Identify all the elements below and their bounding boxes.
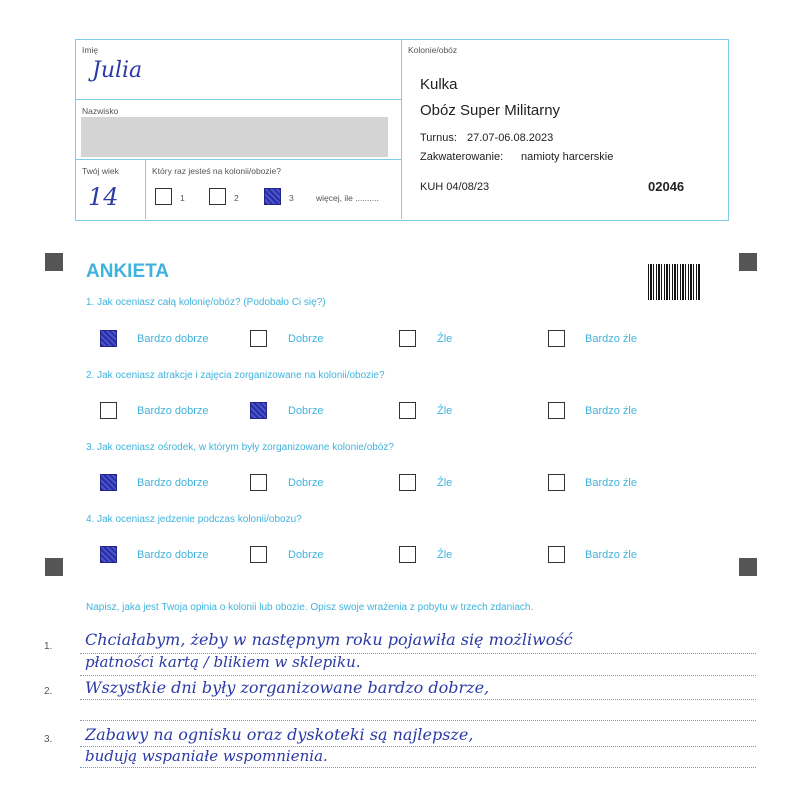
- question-4-text: 4. Jak oceniasz jedzenie podczas kolonii/obozu?: [86, 514, 302, 525]
- q4-checkbox-bardzo-zle[interactable]: [548, 546, 565, 563]
- survey-title: ANKIETA: [86, 261, 170, 282]
- answer-line-4[interactable]: [80, 720, 756, 721]
- q3-checkbox-bardzo-dobrze[interactable]: [100, 474, 117, 491]
- visit-option-1: 1: [180, 193, 185, 203]
- question-2-text: 2. Jak oceniasz atrakcje i zajęcia zorganizowane na kolonii/obozie?: [86, 370, 385, 381]
- visit-option-3: 3: [289, 193, 294, 203]
- turnus-label: Turnus:: [420, 132, 457, 144]
- first-name-label: Imię: [82, 45, 99, 55]
- q2-checkbox-zle[interactable]: [399, 402, 416, 419]
- q3-checkbox-dobrze[interactable]: [250, 474, 267, 491]
- q4-checkbox-dobrze[interactable]: [250, 546, 267, 563]
- q1-label-bardzo-zle: Bardzo źle: [585, 333, 637, 345]
- age-value: 14: [88, 183, 119, 211]
- line-number-1: 1.: [44, 641, 53, 652]
- visit-option-2: 2: [234, 193, 239, 203]
- last-name-label: Nazwisko: [82, 106, 119, 116]
- visit-checkbox-1[interactable]: [155, 188, 172, 205]
- turnus-value: 27.07-06.08.2023: [467, 132, 554, 144]
- q2-label-zle: Źle: [437, 405, 453, 417]
- q2-label-bardzo-zle: Bardzo źle: [585, 405, 637, 417]
- line-number-3: 3.: [44, 734, 53, 745]
- header-divider-h2: [75, 159, 401, 160]
- q4-checkbox-bardzo-dobrze[interactable]: [100, 546, 117, 563]
- age-label: Twój wiek: [82, 166, 119, 176]
- q1-label-bardzo-dobrze: Bardzo dobrze: [137, 333, 209, 345]
- q4-label-zle: Źle: [437, 549, 453, 561]
- line-number-2: 2.: [44, 686, 53, 697]
- q3-label-dobrze: Dobrze: [288, 477, 324, 489]
- q4-label-bardzo-zle: Bardzo źle: [585, 549, 637, 561]
- registration-marker-top-left: [45, 253, 63, 271]
- answer-text-3a: Zabawy na ognisku oraz dyskoteki są najlepsze,: [85, 725, 474, 744]
- header-divider-age: [145, 159, 146, 219]
- q2-checkbox-bardzo-dobrze[interactable]: [100, 402, 117, 419]
- header-divider-h1: [75, 99, 401, 100]
- q3-checkbox-bardzo-zle[interactable]: [548, 474, 565, 491]
- q4-checkbox-zle[interactable]: [399, 546, 416, 563]
- accommodation-label: Zakwaterowanie:: [420, 151, 504, 163]
- visit-more-label: więcej, ile ..........: [316, 193, 379, 203]
- camp-label: Kolonie/obóz: [408, 45, 458, 55]
- camp-name-line1: Kulka: [420, 76, 458, 93]
- question-3-text: 3. Jak oceniasz ośrodek, w którym były zorganizowane kolonie/obóz?: [86, 442, 394, 453]
- camp-code: KUH 04/08/23: [420, 181, 490, 193]
- visit-label: Który raz jesteś na kolonii/obozie?: [152, 166, 281, 176]
- answer-text-3b: budują wspaniałe wspomnienia.: [85, 747, 328, 765]
- q1-label-dobrze: Dobrze: [288, 333, 324, 345]
- q3-label-bardzo-dobrze: Bardzo dobrze: [137, 477, 209, 489]
- question-1-text: 1. Jak oceniasz całą kolonię/obóz? (Podobało Ci się?): [86, 297, 326, 308]
- registration-marker-mid-right: [739, 558, 757, 576]
- answer-line-3[interactable]: [80, 699, 756, 700]
- first-name-value: Julia: [92, 58, 143, 83]
- last-name-redacted: [81, 117, 388, 157]
- registration-marker-top-right: [739, 253, 757, 271]
- q1-checkbox-zle[interactable]: [399, 330, 416, 347]
- q1-checkbox-bardzo-zle[interactable]: [548, 330, 565, 347]
- header-divider-vertical: [401, 39, 402, 219]
- q1-checkbox-bardzo-dobrze[interactable]: [100, 330, 117, 347]
- q2-label-bardzo-dobrze: Bardzo dobrze: [137, 405, 209, 417]
- answer-line-6[interactable]: [80, 767, 756, 768]
- registration-marker-mid-left: [45, 558, 63, 576]
- q2-checkbox-dobrze[interactable]: [250, 402, 267, 419]
- q3-label-zle: Źle: [437, 477, 453, 489]
- answer-text-2: Wszystkie dni były zorganizowane bardzo dobrze,: [85, 678, 490, 697]
- q4-label-bardzo-dobrze: Bardzo dobrze: [137, 549, 209, 561]
- visit-checkbox-3[interactable]: [264, 188, 281, 205]
- q1-label-zle: Źle: [437, 333, 453, 345]
- q2-checkbox-bardzo-zle[interactable]: [548, 402, 565, 419]
- q1-checkbox-dobrze[interactable]: [250, 330, 267, 347]
- answer-line-2[interactable]: [80, 675, 756, 676]
- answer-text-1b: płatności kartą / blikiem w sklepiku.: [85, 653, 361, 671]
- camp-name-line2: Obóz Super Militarny: [420, 102, 561, 119]
- q2-label-dobrze: Dobrze: [288, 405, 324, 417]
- q3-label-bardzo-zle: Bardzo źle: [585, 477, 637, 489]
- accommodation-value: namioty harcerskie: [521, 151, 614, 163]
- answer-text-1a: Chciałabym, żeby w następnym roku pojawiła się możliwość: [85, 630, 573, 649]
- visit-checkbox-2[interactable]: [209, 188, 226, 205]
- barcode: [648, 264, 700, 300]
- q3-checkbox-zle[interactable]: [399, 474, 416, 491]
- form-number: 02046: [648, 179, 685, 194]
- opinion-prompt: Napisz, jaka jest Twoja opinia o kolonii lub obozie. Opisz swoje wrażenia z pobytu w trzech zdaniach.: [86, 602, 534, 613]
- q4-label-dobrze: Dobrze: [288, 549, 324, 561]
